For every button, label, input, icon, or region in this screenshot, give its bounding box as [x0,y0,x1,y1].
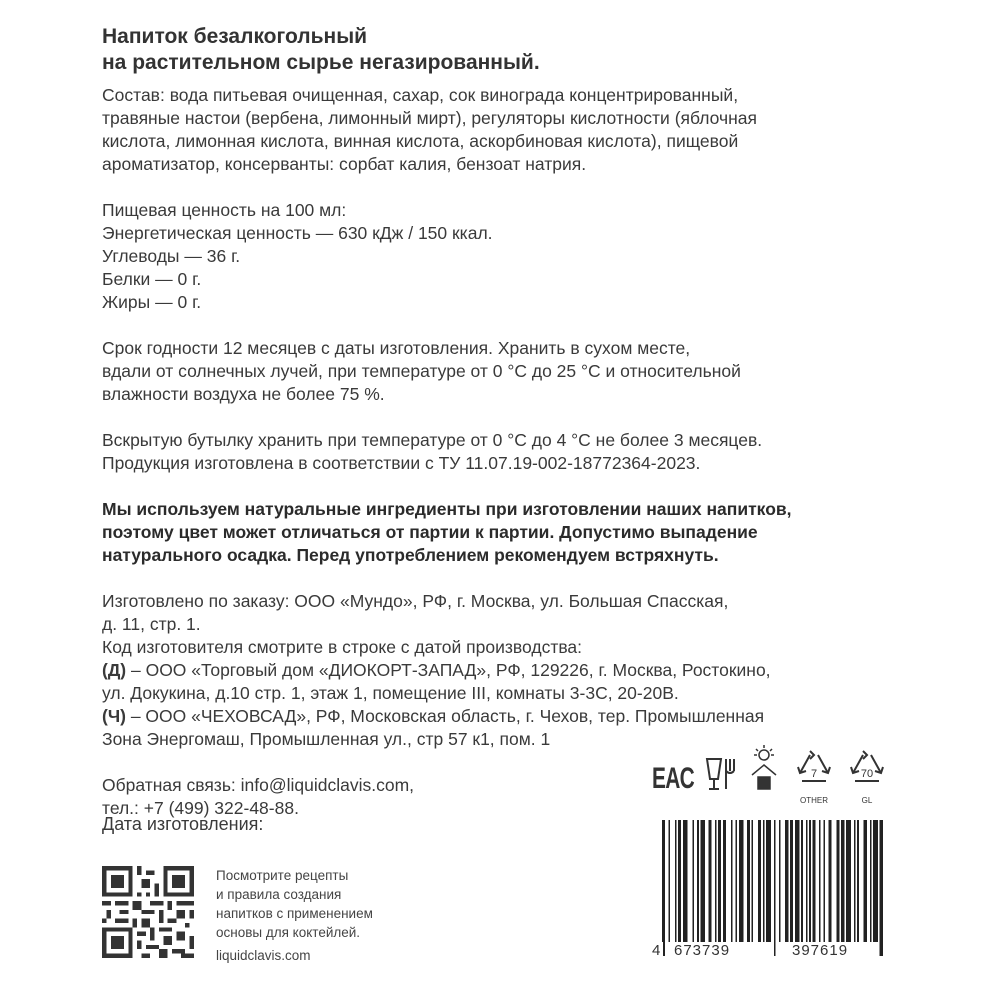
barcode-bar [812,820,815,942]
nutrition [102,199,982,314]
storage-line: Срок годности 12 месяцев с даты изготовления. Хранить в сухом месте, [102,338,691,358]
manufacturer-ch [102,705,982,728]
barcode-bar [736,820,738,942]
barcode-bar [790,820,793,942]
eac-mark-icon: EAC [652,762,695,795]
composition [102,84,982,176]
barcode-bar [809,820,811,942]
barcode-bar [683,820,688,942]
notice-line: Мы используем натуральные ингредиенты при изготовлении наших напитков, [102,499,792,519]
qr-caption-line: напитков с применением [216,906,373,921]
barcode-bar [678,820,681,942]
barcode-bar [785,820,788,942]
barcode-bar [700,820,705,942]
barcode-bar [846,820,851,942]
manufacturer-d [102,659,982,682]
nutrition-line: Энергетическая ценность — 630 кДж / 150 ккал. [102,223,493,243]
title-line: на растительном сырье негазированный. [102,51,540,74]
barcode-bar [801,820,803,942]
website-link[interactable]: liquidclavis.com [216,948,311,963]
barcode-bar [880,820,883,956]
barcode-bar [731,820,733,942]
barcode-bar [697,820,699,942]
product-title [102,24,982,76]
barcode-bar [723,820,726,942]
qr-caption-line: Посмотрите рецепты [216,868,349,883]
barcode-bar [870,820,872,942]
barcode-digits-right: 397619 [792,942,849,959]
barcode-bar [806,820,808,942]
manufacturer-ch-text: – ООО «ЧЕХОВСАД», РФ, Московская область, г. Чехов, тер. Промышленная [125,706,765,726]
notice-line: натурального осадка. Перед употреблением рекомендуем встряхнуть. [102,545,719,565]
storage [102,337,982,406]
barcode-bar [854,820,856,942]
barcode-bar [763,820,765,942]
barcode-bar [841,820,844,942]
barcode-bar [857,820,859,942]
nutrition-line: Жиры — 0 г. [102,292,202,312]
opened-storage [102,429,982,475]
label-text [102,24,982,820]
manufacturer-info [102,590,982,751]
barcode-bar [758,820,761,942]
barcode-bar [668,820,670,942]
barcode-bar [708,820,711,942]
barcode-bar [662,820,665,956]
composition-line: травяные настои (вербена, лимонный мирт), регуляторы кислотности (яблочная [102,108,757,128]
recycle-code-7: 7 [810,768,818,780]
recycle-code-70: 70 [860,768,874,780]
certification-icons [652,745,902,805]
recycle-label-other: OTHER [800,796,828,805]
barcode-bar [692,820,694,942]
ordered-line: Изготовлено по заказу: ООО «Мундо», РФ, г. Москва, ул. Большая Спасская, [102,591,729,611]
barcode-bar [824,820,826,942]
barcode-bar [766,820,771,942]
notice [102,498,982,567]
barcode-bar [795,820,800,942]
barcode-bar [864,820,867,942]
storage-line: вдали от солнечных лучей, при температуре от 0 °С до 25 °С и относительной [102,361,741,381]
barcode-bar [873,820,878,942]
barcode-bar [718,820,721,942]
notice-line: поэтому цвет может отличаться от партии к партии. Допустимо выпадение [102,522,758,542]
qr-caption-line: основы для коктейлей. [216,925,361,940]
barcode-digits-left: 673739 [674,942,731,959]
storage-line: влажности воздуха не более 75 %. [102,384,385,404]
barcode [648,820,896,960]
manufacturer-ch-mark: (Ч) [102,706,126,726]
manufacturer-d-mark: (Д) [102,660,127,680]
nutrition-line: Пищевая ценность на 100 мл: [102,200,347,220]
barcode-bar [739,820,744,942]
qr-caption [216,866,373,942]
nutrition-line: Углеводы — 36 г. [102,246,241,266]
barcode-bar [836,820,839,942]
contact-line: тел.: +7 (499) 322-48-88. [102,798,299,818]
barcode-bar [774,820,776,956]
qr-code [102,866,194,958]
manufacturer-ch-text2: Зона Энергомаш, Промышленная ул., стр 57 к1, пом. 1 [102,729,551,749]
manufacturer-d-text: – ООО «Торговый дом «ДИОКОРТ-ЗАПАД», РФ, 129226, г. Москва, Ростокино, [126,660,771,680]
composition-line: кислота, лимонная кислота, винная кислота, аскорбиновая кислота), пищевой [102,131,739,151]
barcode-bar [747,820,750,942]
barcode-bar [715,820,717,942]
food-contact-icon [707,759,734,789]
title-line: Напиток безалкогольный [102,25,368,48]
barcode-bar [828,820,831,942]
opened-line: Вскрытую бутылку хранить при температуре от 0 °С до 4 °С не более 3 месяцев. [102,430,763,450]
composition-line: ароматизатор, консерванты: сорбат калия, бензоат натрия. [102,154,587,174]
recycle-label-gl: GL [861,796,873,805]
barcode-bar [779,820,781,942]
manufacturer-d-text2: ул. Докукина, д.10 стр. 1, этаж 1, помещение III, комнаты 3-3С, 20-20В. [102,683,679,703]
opened-line: Продукция изготовлена в соответствии с ТУ 11.07.19-002-18772364-2023. [102,453,701,473]
code-line: Код изготовителя смотрите в строке с датой производства: [102,637,583,657]
qr-caption-line: и правила создания [216,887,342,902]
barcode-digit-prefix: 4 [652,942,662,959]
contact-line: Обратная связь: info@liquidclavis.com, [102,775,415,795]
barcode-bar [752,820,754,942]
ordered-line: д. 11, стр. 1. [102,614,201,634]
barcode-bar [819,820,821,942]
barcode-bar [675,820,677,942]
manufacture-date-label: Дата изготовления: [102,814,264,834]
nutrition-line: Белки — 0 г. [102,269,202,289]
sunlight-icon [752,745,776,789]
composition-line: Состав: вода питьевая очищенная, сахар, сок винограда концентрированный, [102,85,739,105]
